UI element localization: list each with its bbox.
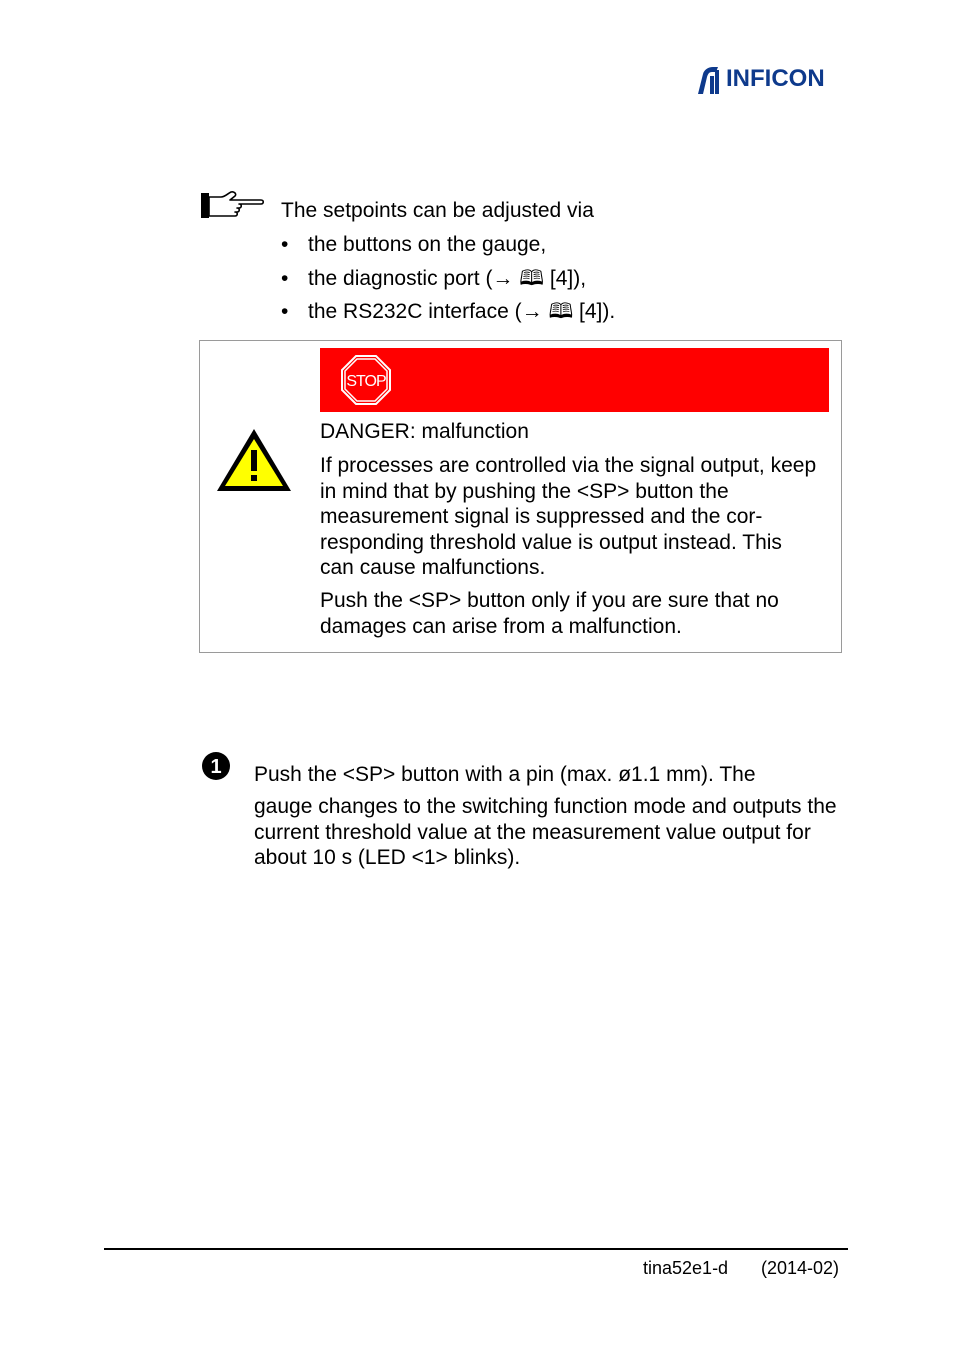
inficon-logo — [694, 64, 846, 96]
svg-text:1: 1 — [210, 756, 222, 778]
note-intro-text: The setpoints can be adjusted via — [281, 199, 594, 222]
inficon-logo-mark-icon — [694, 64, 722, 96]
svg-text:STOP: STOP — [346, 373, 386, 390]
list-item-label: the RS232C interface (→ 🕮 [4]). — [308, 300, 616, 323]
danger-paragraph: Push the <SP> button only if you are sure that no damages can arise from a malfunction. — [320, 589, 779, 638]
list-item-label: the buttons on the gauge, — [308, 233, 547, 256]
step-instruction-text: gauge changes to the switching function mode and outputs the current threshold value at the measurement value output for about 10 s (LED <1> blinks). — [254, 795, 837, 870]
danger-title: DANGER: malfunction — [320, 420, 529, 443]
footer-divider — [104, 1248, 848, 1250]
stop-sign-icon — [340, 354, 392, 406]
step-instruction-first-line: Push the <SP> button with a pin (max. ø1.1 mm). The — [254, 763, 756, 786]
danger-paragraph: If processes are controlled via the signal output, keep in mind that by pushing the <SP> button the measurement signal is suppressed and the cor-responding threshold value is output instead. This can cause malfunctions. — [320, 454, 817, 580]
setpoint-methods-list — [281, 233, 615, 334]
list-item: • the buttons on the gauge, — [281, 233, 547, 256]
list-item: • the RS232C interface (→ 🕮 [4]). — [281, 300, 616, 323]
warning-triangle-icon — [214, 426, 294, 494]
pointing-hand-icon — [199, 188, 265, 220]
danger-banner — [320, 348, 829, 412]
list-item-label: the diagnostic port (→ 🕮 [4]), — [308, 266, 587, 290]
list-item: • the diagnostic port (→ 🕮 [4]), — [281, 266, 587, 290]
footer-doc-id: tina52e1-d — [643, 1258, 729, 1278]
inficon-logo-text: INFICON — [726, 65, 825, 92]
step-number-1-icon — [201, 751, 231, 781]
footer-date: (2014-02) — [761, 1258, 840, 1278]
